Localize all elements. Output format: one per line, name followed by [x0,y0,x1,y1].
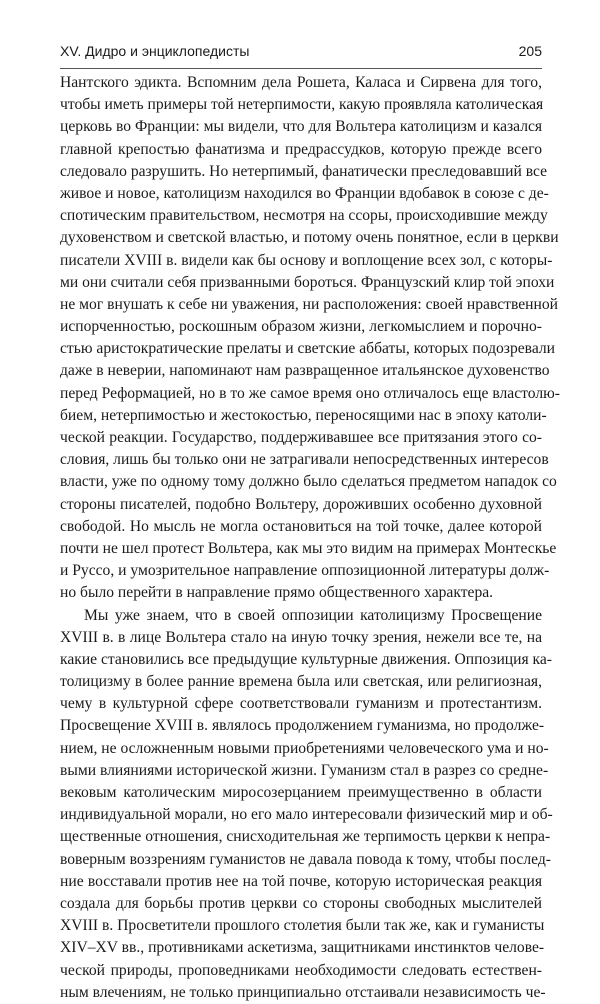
text-line: почти не шел протест Вольтера, как мы это видим на примерах Монтескье [60,539,557,557]
chapter-title: XV. Дидро и энциклопедисты [60,43,250,59]
text-line: ным влечениям, не только принципиально отстаивали независимость че- [60,983,546,1001]
text-line: Мы уже знаем, что в своей оппозиции католицизму Просвещение [84,606,542,624]
text-line: свободой. Но мысль не могла остановиться на той точке, далее которой [60,517,542,535]
text-line: щественные отношения, снисходительная же терпимость церкви к непра- [60,828,551,846]
text-line: и Руссо, и умозрительное направление оппозиционной литературы долж- [60,562,550,580]
text-line: стью аристократические прелаты и светские аббаты, которых подозревали [60,340,556,358]
text-line: церковь во Франции: мы видели, что для Вольтера католицизм и казался [60,118,543,136]
text-line: не мог внушать к себе ни уважения, ни расположения: своей нравственной [60,295,559,313]
text-line: ми они считали себя призванными бороться. Французский клир той эпохи [60,273,555,291]
paragraph [60,605,553,1004]
text-line: индивидуальной морали, но его мало интересовали физический мир и об- [60,806,553,824]
text-line: перед Реформацией, но в то же самое время оно отличалось еще властолю- [60,384,560,402]
text-line: какие становились все предыдущие культурные движения. Оппозиция ка- [60,650,553,668]
text-line: Просвещение XVIII в. являлось продолжением гуманизма, но продолже- [60,717,545,735]
text-line: вековым католическим миросозерцанием преимущественно в области [60,784,542,801]
text-line: толицизму в более ранние времена была или светская, или религиозная, [60,673,542,691]
text-line: ческой реакции. Государство, поддерживавшее все притязания этого со- [60,429,542,446]
body-text [60,72,560,1004]
header-rule [60,68,542,69]
text-line: выми влияниями исторической жизни. Гуманизм стал в разрез со средне- [60,761,549,779]
text-line: чему в культурной сфере соответствовали гуманизм и протестантизм. [60,695,542,713]
text-line: писатели XVIII в. видели как бы основу и воплощение всех зол, с которы- [60,251,553,269]
text-line: нием, не осложненным новыми приобретениями человеческого ума и но- [60,739,549,757]
text-line: ние восставали против нее на той почве, которую историческая реакция [60,872,542,890]
text-line: но было перейти в направление прямо общественного характера. [60,584,494,602]
paragraph [60,72,560,605]
text-line: чтобы иметь примеры той нетерпимости, какую проявляла католическая [60,96,544,114]
text-line: создала для борьбы против церкви со стороны свободных мыслителей [60,894,542,912]
text-line: духовенством и светской властью, и потому очень понятное, если в церкви [60,229,559,247]
text-line: даже в неверии, напоминают нам развращенное итальянское духовенство [60,362,550,380]
text-line: следовало разрушить. Но нетерпимый, фанатически преследовавший все [60,162,547,180]
text-line: стороны писателей, подобно Вольтеру, дороживших особенно духовной [60,495,542,513]
text-line: XVIII в. Просветители прошлого столетия были так же, как и гуманисты [60,917,545,935]
text-line: власти, уже по одному тому должно было сделаться предметом нападок со [60,473,557,491]
text-line: XVIII в. в лице Вольтера стало на иную точку зрения, нежели все те, на [60,628,542,646]
running-head [60,38,542,64]
text-line: живое и новое, католицизм находился во Франции вдобавок в союзе с де- [60,184,549,202]
text-line: XIV–XV вв., противниками аскетизма, защитниками инстинктов челове- [60,939,545,957]
text-line: спотическим правительством, несмотря на ссоры, происходившие между [60,207,548,225]
text-line: ческой природы, проповедниками необходимости следовать естествен- [60,961,542,979]
text-line: бием, нетерпимостью и жестокостью, переносящими нас в эпоху католи- [60,406,547,424]
text-line: Нантского эдикта. Вспомним дела Рошета, Каласа и Сирвена для того, [60,74,542,91]
text-line: испорченностью, роскошным образом жизни, легкомыслием и порочно- [60,318,542,336]
text-line: словия, лишь бы только они не затрагивали непосредственных интересов [60,451,549,469]
text-line: главной крепостью фанатизма и предрассудков, которую прежде всего [60,140,542,158]
page-number: 205 [518,43,542,59]
text-line: воверным воззрениям гуманистов не давала повода к тому, чтобы послед- [60,850,551,868]
